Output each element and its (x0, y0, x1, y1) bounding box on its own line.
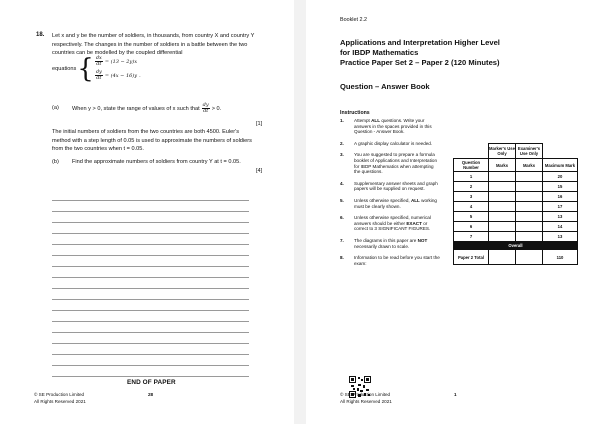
marker-marks-cell[interactable] (489, 182, 516, 192)
max-mark-cell: 13 (543, 212, 578, 222)
examiner-marks-cell[interactable] (516, 182, 543, 192)
instructions-list (340, 118, 440, 272)
examiner-marks-cell[interactable] (516, 222, 543, 232)
page-number-right: 1 (454, 392, 457, 397)
derivative-dy-dt-inline: $\frac{dy}{dt}$ (202, 102, 209, 114)
instructions-heading: Instructions (340, 110, 370, 116)
instruction-text: You are suggested to prepare a formula booklet of Applications and Interpretation for IBDP Mathematics when attempting the questions. (354, 152, 437, 175)
part-b-text: Find the approximate numbers of soldiers from country Y at t = 0.05. (72, 159, 241, 165)
table-row (454, 172, 578, 182)
total-max-cell: 110 (543, 250, 578, 265)
table-row (454, 192, 578, 202)
equation-end: . (139, 72, 141, 79)
total-examiner-cell[interactable] (516, 250, 543, 265)
booklet-label: Booklet 2.2 (340, 17, 367, 23)
examiner-marks-cell[interactable] (516, 172, 543, 182)
instruction-text: Supplementary answer sheets and graph papers will be supplied on request. (354, 180, 438, 192)
max-mark-cell: 17 (543, 202, 578, 212)
instruction-item (340, 181, 440, 192)
answer-lines[interactable] (52, 190, 249, 377)
total-marker-cell[interactable] (489, 250, 516, 265)
marker-marks-cell[interactable] (489, 232, 516, 242)
marker-marks-cell[interactable] (489, 212, 516, 222)
maximum-mark-header: Maximum Mark (543, 159, 578, 172)
total-label: Paper 2 Total (454, 250, 489, 265)
instruction-item (340, 152, 440, 174)
overall-row (454, 242, 578, 250)
equations (95, 56, 141, 81)
question-cell: 2 (454, 182, 489, 192)
max-mark-cell: 14 (543, 222, 578, 232)
marker-marks-cell[interactable] (489, 192, 516, 202)
part-a-label: (a) (52, 105, 59, 111)
instruction-text: Unless otherwise specified, numerical answers should be either EXACT or correct to 3 SIGNIFICANT FIGURES. (354, 215, 431, 232)
question-cell: 6 (454, 222, 489, 232)
total-row (454, 250, 578, 265)
table-corner (454, 144, 489, 159)
instruction-number: 8. (340, 255, 344, 261)
footer-right: © SE Production Limited All Rights Reserved 2021 (340, 392, 392, 404)
question-cell: 1 (454, 172, 489, 182)
max-mark-cell: 16 (543, 192, 578, 202)
table-row (454, 232, 578, 242)
right-page (306, 0, 600, 424)
instruction-item (340, 238, 440, 249)
marks-header-2: Marks (516, 159, 543, 172)
instruction-item (340, 141, 440, 147)
table-row (454, 202, 578, 212)
overall-label: Overall (454, 242, 578, 250)
question-cell: 5 (454, 212, 489, 222)
instruction-number: 3. (340, 152, 344, 158)
footer-left: © SE Production Limited All Rights Reserved 2021 (34, 392, 86, 404)
marker-marks-cell[interactable] (489, 222, 516, 232)
equation-2-rhs: = (4x − 16)y (104, 72, 138, 79)
instruction-number: 2. (340, 140, 344, 146)
question-number: 18. (36, 32, 45, 38)
part-a-marks: [1] (256, 121, 263, 127)
max-mark-cell: 13 (543, 232, 578, 242)
question-intro: Let x and y be the number of soldiers, in thousands, from country X and country Y respectively. The changes in the number of soldiers in a battle between the two countries can be modelled by the coupled differential (52, 33, 255, 57)
instruction-text: Attempt ALL questions. Write your answers in the spaces provided in this Question - Answer Book. (354, 118, 432, 135)
table-row (454, 182, 578, 192)
instruction-text: The diagrams in this paper are NOT necessarily drawn to scale. (354, 237, 428, 249)
question-cell: 3 (454, 192, 489, 202)
instruction-text: A graphic display calculator is needed. (354, 140, 433, 146)
instruction-item (340, 118, 440, 135)
max-mark-cell: 15 (543, 182, 578, 192)
examiners-header: Examiner's Use Only (516, 144, 543, 159)
examiner-marks-cell[interactable] (516, 192, 543, 202)
page-number-left: 28 (148, 392, 154, 397)
instruction-item (340, 215, 440, 232)
end-of-paper: END OF PAPER (127, 379, 176, 386)
marker-marks-cell[interactable] (489, 172, 516, 182)
left-page (0, 0, 294, 424)
part-b-label: (b) (52, 159, 59, 165)
left-brace: { (77, 53, 94, 84)
derivative-dx-dt: $\frac{dx}{dt}$ (95, 55, 102, 67)
marks-table (453, 143, 578, 265)
instruction-item (340, 198, 440, 209)
instruction-number: 1. (340, 118, 344, 123)
instruction-item (340, 255, 440, 266)
examiner-marks-cell[interactable] (516, 212, 543, 222)
instruction-number: 4. (340, 180, 344, 186)
question-number-header: Question Number (454, 159, 489, 172)
part-b-marks: [4] (256, 168, 263, 174)
markers-header: Marker's Use Only (489, 144, 516, 159)
instruction-text: Unless otherwise specified, ALL working must be clearly shown. (354, 197, 437, 209)
equation-1 (95, 56, 141, 67)
table-row (454, 212, 578, 222)
question-cell: 7 (454, 232, 489, 242)
question-cell: 4 (454, 202, 489, 212)
paper-title: Applications and Interpretation Higher Level for IBDP Mathematics Practice Paper Set 2 – Paper 2 (120 Minutes) (340, 38, 500, 67)
derivative-dy-dt: $\frac{dy}{dt}$ (95, 69, 102, 81)
book-subtitle: Question – Answer Book (340, 82, 430, 91)
instruction-number: 7. (340, 237, 344, 243)
instruction-number: 5. (340, 197, 344, 203)
equations-label: equations (52, 65, 77, 72)
equation-1-rhs: = (13 − 2y)x (104, 58, 138, 65)
instruction-number: 6. (340, 215, 344, 221)
instruction-text: Information to be read before you start the exam: (354, 255, 440, 266)
equation-block (52, 53, 141, 84)
middle-text: The initial numbers of soldiers from the two countries are both 4500. Euler's method with a step length of 0.05 is used to approximate the numbers of soldiers from the two countries when t = 0.05. (52, 129, 252, 153)
marks-header-1: Marks (489, 159, 516, 172)
part-a-text: When y > 0, state the range of values of x such that $\frac{dy}{dt}$ > 0. (72, 102, 222, 114)
equation-2 (95, 70, 141, 81)
examiner-marks-cell[interactable] (516, 202, 543, 212)
max-mark-cell: 20 (543, 172, 578, 182)
examiner-marks-cell[interactable] (516, 232, 543, 242)
table-row (454, 222, 578, 232)
marker-marks-cell[interactable] (489, 202, 516, 212)
